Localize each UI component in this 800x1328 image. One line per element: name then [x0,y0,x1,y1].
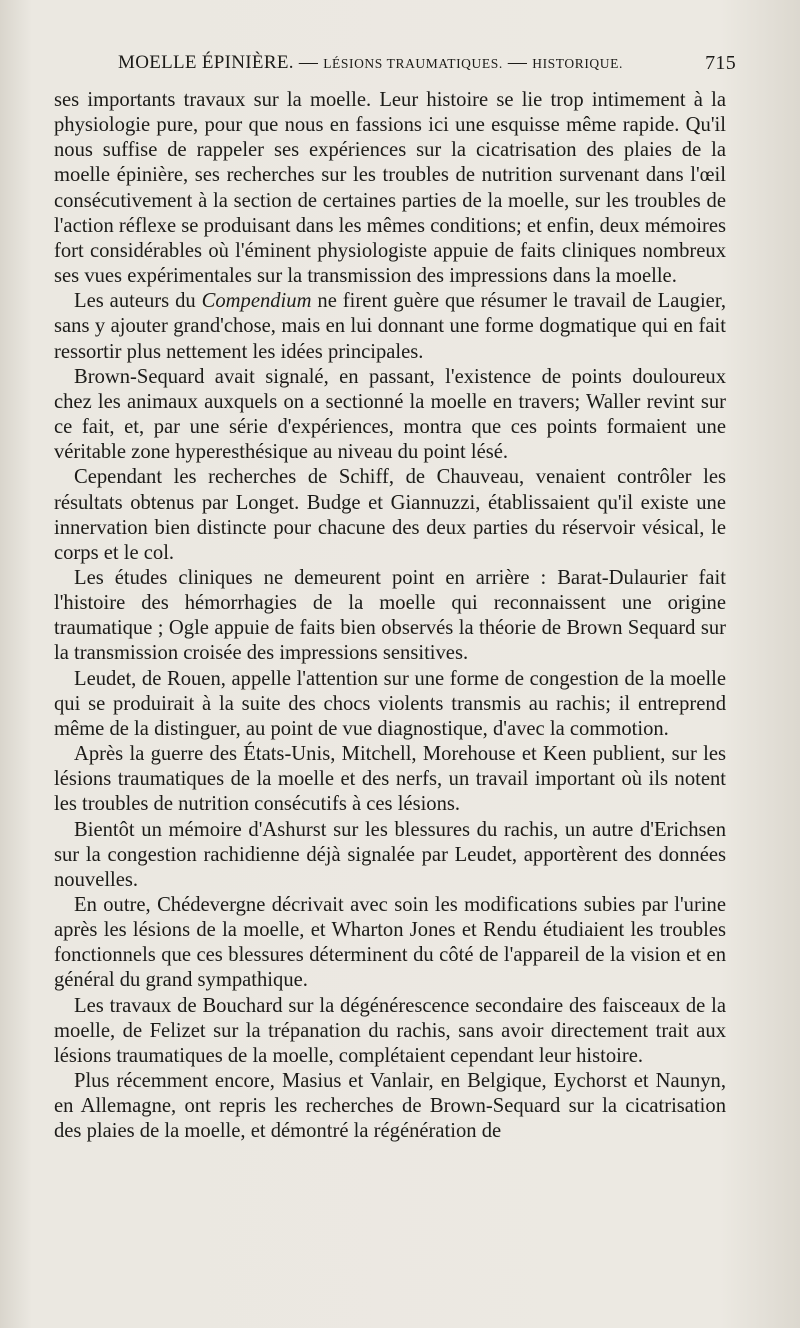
body-text [54,88,726,1145]
paragraph: Brown-Sequard avait signalé, en passant, l'existence de points douloureux chez les animaux auxquels on a sectionné la moelle en travers; Waller revint sur ce fait, et, par une série d'expériences, montra que ces points formaient une véritable zone hyperesthésique au niveau du point lésé. [54,365,726,464]
paragraph: Plus récemment encore, Masius et Vanlair, en Belgique, Eychorst et Naunyn, en Allemagne, ont repris les recherches de Brown-Sequard sur la cicatrisation des plaies de la moelle, et démontré la régénération de [54,1070,726,1143]
paragraph: Les auteurs du Compendium ne firent guère que résumer le travail de Laugier, sans y ajouter grand'chose, mais en lui donnant une forme dogmatique qui en fait ressortir plus nettement les idées principales. [54,290,726,363]
paragraph: Après la guerre des États-Unis, Mitchell, Morehouse et Keen publient, sur les lésions traumatiques de la moelle et des nerfs, un travail important où ils notent les troubles de nutrition consécutifs à ces lésions. [54,743,726,816]
header-section: MOELLE ÉPINIÈRE. [118,52,294,73]
page-number: 715 [705,52,736,74]
header-title: MOELLE ÉPINIÈRE. — LÉSIONS TRAUMATIQUES. — HISTORIQUE. [118,52,623,73]
paragraph: Leudet, de Rouen, appelle l'attention sur une forme de congestion de la moelle qui se produirait à la suite des chocs violents transmis au rachis; il entreprend même de la distinguer, au point de vue diagnostique, d'avec la commotion. [54,667,726,740]
running-header [52,52,742,78]
header-subsection-2: HISTORIQUE. [532,56,623,71]
paragraph: En outre, Chédevergne décrivait avec soin les modifications subies par l'urine après les lésions de la moelle, et Wharton Jones et Rendu étudiaient les troubles fonctionnels que ces blessures déterminent du côté de l'appareil de la vision et en général du grand sympathique. [54,894,726,992]
paragraph: ses importants travaux sur la moelle. Leur histoire se lie trop intimement à la physiologie pure, pour que nous en fassions ici une esquisse même rapide. Qu'il nous suffise de rappeler ses expériences sur la cicatrisation des plaies de la moelle épinière, ses recherches sur les troubles de nutrition survenant dans l'œil consécutivement à la section de certaines parties de la moelle, sur les troubles de l'action réflexe se produisant dans les mêmes conditions; et enfin, deux mémoires fort considérables où l'éminent physiologiste appuie de faits cliniques nombreux ses vues expérimentales sur la transmission des impressions dans la moelle. [54,89,726,288]
italic-title: Compendium [201,290,312,313]
header-subsection: LÉSIONS TRAUMATIQUES. [323,56,503,71]
paragraph: Bientôt un mémoire d'Ashurst sur les blessures du rachis, un autre d'Erichsen sur la congestion rachidienne déjà signalée par Leudet, apportèrent des données nouvelles. [54,818,726,891]
paragraph: Les études cliniques ne demeurent point en arrière : Barat-Dulaurier fait l'histoire des hémorrhagies de la moelle qui reconnaissent une origine traumatique ; Ogle appuie de faits bien observés la théorie de Brown Sequard sur la transmission croisée des impressions sensitives. [54,566,726,665]
paragraph: Les travaux de Bouchard sur la dégénérescence secondaire des faisceaux de la moelle, de Felizet sur la trépanation du rachis, sans avoir directement trait aux lésions traumatiques de la moelle, complétaient cependant leur histoire. [54,994,726,1067]
paragraph: Cependant les recherches de Schiff, de Chauveau, venaient contrôler les résultats obtenus par Longet. Budge et Giannuzzi, établissaient qu'il existe une innervation bien distincte pour chacune des deux parties du réservoir vésical, le corps et le col. [54,466,726,564]
